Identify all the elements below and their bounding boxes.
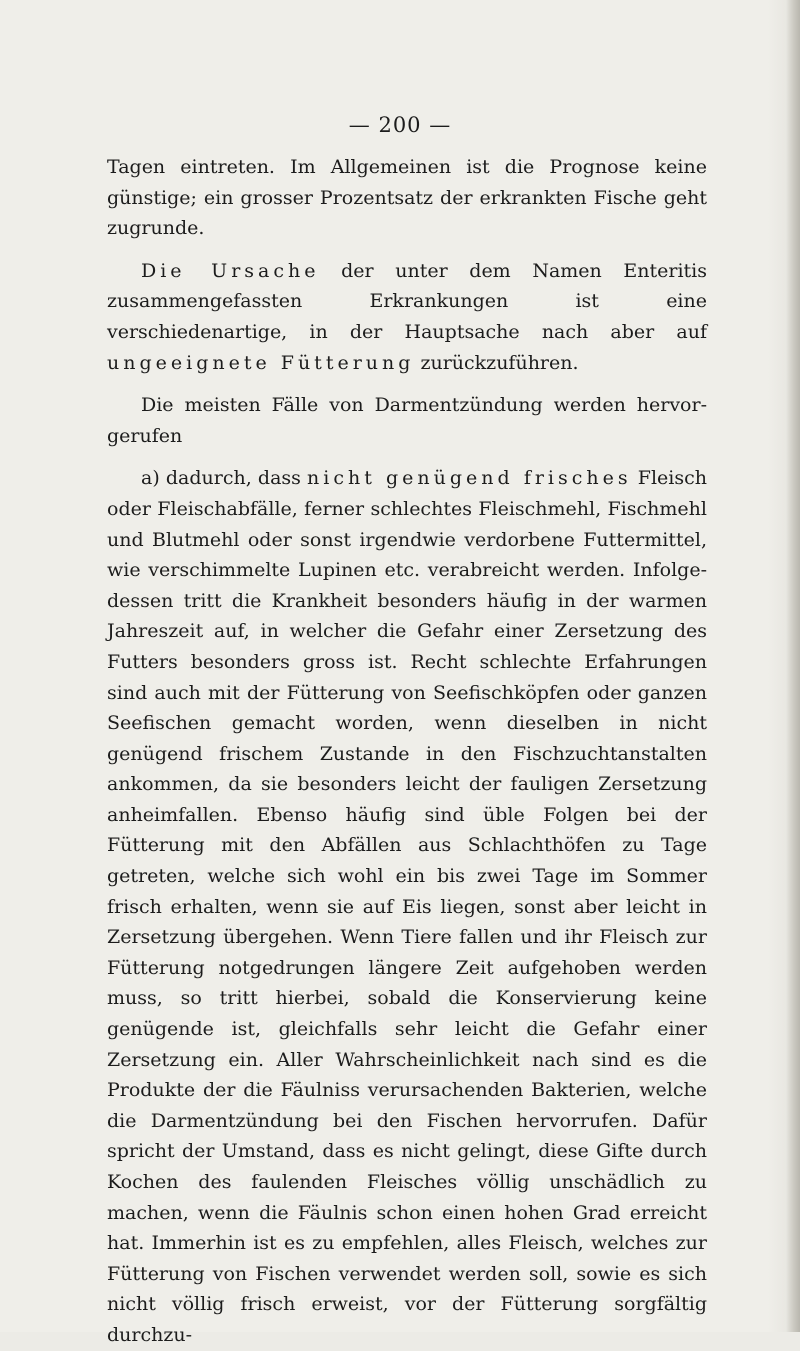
emphasis-nicht-genuegend: nicht genügend frisches bbox=[307, 467, 632, 490]
paragraph-3: Die meisten Fälle von Darmentzündung werden hervorgerufen bbox=[107, 394, 707, 447]
page-edge-shadow bbox=[786, 0, 800, 1332]
paragraph-2 bbox=[107, 256, 707, 378]
emphasis-ursache: Die Ursache bbox=[141, 259, 320, 282]
paragraph-1: Tagen eintreten. Im Allgemeinen ist die Prognose keine günstige; ein grosser Prozentsatz der erkrankten Fische geht zugrunde. bbox=[107, 156, 707, 240]
paragraph-2-text-1: der unter dem Namen Enteritis zusammengefassten Erkrankungen ist eine verschiedenartige, in der Hauptsache nach aber auf bbox=[107, 259, 708, 343]
paragraph-2-text-2: zurückzuführen. bbox=[414, 351, 579, 374]
paragraph-4-text-1: a) dadurch, dass bbox=[141, 467, 308, 490]
paragraph-4-text-2: Fleisch oder Fleischabfälle, ferner schlechtes Fleischmehl, Fischmehl und Blutmehl oder sonst irgendwie verdorbene Futtermittel, wie verschimmelte Lupinen etc. verabreicht werden. Infolgedessen tritt die Krankheit besonders häufig in der warmen Jahreszeit auf, in welcher die Gefahr einer Zersetzung des Futters besonders gross ist. Recht schlechte Erfahrungen sind auch mit der Fütterung von Seefischköpfen oder ganzen Seefischen gemacht worden, wenn dieselben in nicht genügend frischem Zustande in den Fischzuchtanstalten ankommen, da sie besonders leicht der fauligen Zersetzung anheimfallen. Ebenso häufig sind üble Folgen bei der Fütterung mit den Abfällen aus Schlachthöfen zu Tage getreten, welche sich wohl ein bis zwei Tage im Sommer frisch erhalten, wenn sie auf Eis liegen, sonst aber leicht in Zersetzung übergehen. Wenn Tiere fallen und ihr Fleisch zur Fütterung notgedrungen längere Zeit aufgehoben werden muss, so tritt hierbei, sobald die Konservierung keine genügende ist, gleichfalls sehr leicht die Gefahr einer Zersetzung ein. Aller Wahrscheinlichkeit nach sind es die Produkte der die Fäulniss verursachenden Bakterien, welche die Darmentzündung bei den Fischen hervorrufen. Dafür spricht der Umstand, dass es nicht gelingt, diese Gifte durch Kochen des faulenden Fleisches völlig unschädlich zu machen, wenn die Fäulnis schon einen hohen Grad erreicht hat. Immerhin ist es zu empfehlen, alles Fleisch, welches zur Fütterung von Fischen verwendet werden soll, sowie es sich nicht völlig frisch erweist, vor der Fütterung sorgfältig durchzu- bbox=[107, 467, 707, 1346]
page-number: — 200 — bbox=[348, 113, 452, 137]
body-text bbox=[107, 152, 707, 1351]
emphasis-fuetterung: ungeeignete Fütterung bbox=[107, 351, 415, 374]
paragraph-4 bbox=[107, 463, 707, 1350]
